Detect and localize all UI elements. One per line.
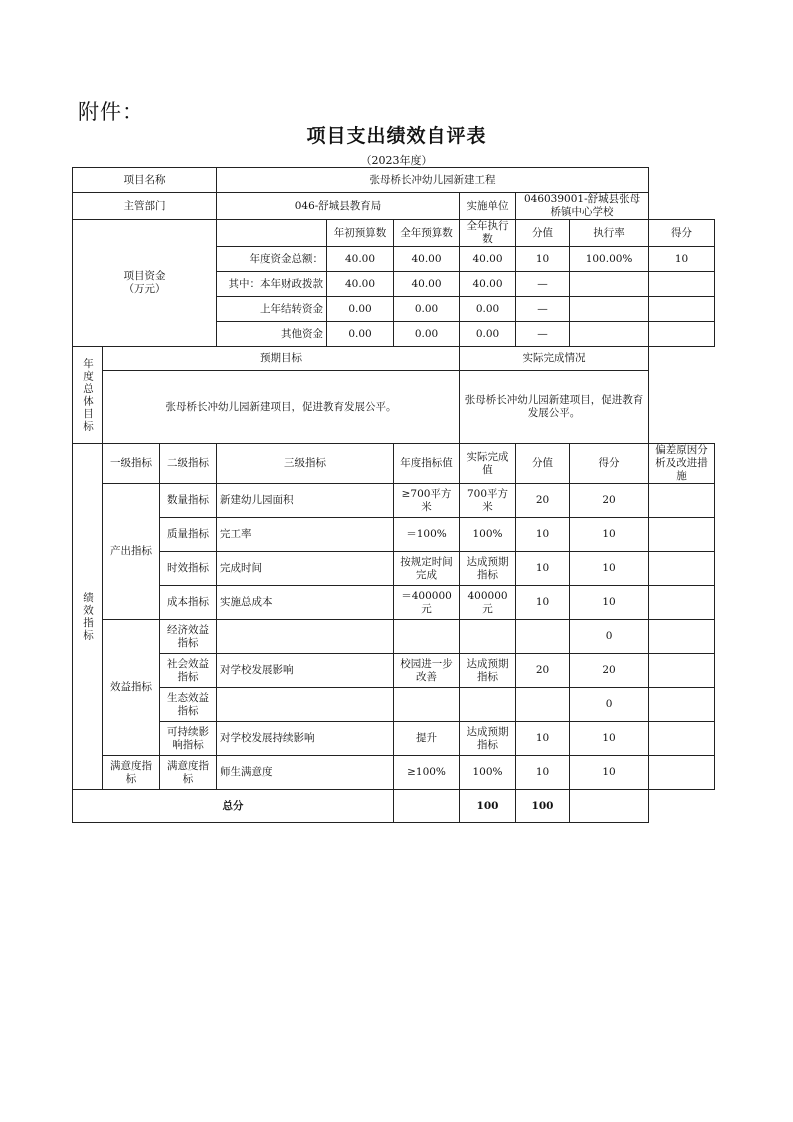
indicator-actual: 达成预期指标: [460, 552, 516, 586]
indicator-note: [649, 756, 715, 790]
funds-cell: 0.00: [327, 322, 394, 347]
goals-header-row: [73, 347, 715, 371]
indicator-level3: [217, 688, 394, 722]
goals-actual-header: 实际完成情况: [460, 347, 649, 371]
indicator-note: [649, 484, 715, 518]
indicator-row: [73, 722, 715, 756]
indicator-value: 10: [516, 586, 570, 620]
indicator-score: 10: [570, 722, 649, 756]
indicator-target: ＝400000元: [394, 586, 460, 620]
indicator-actual: [460, 688, 516, 722]
indicator-score: 10: [570, 586, 649, 620]
funds-cell: 0.00: [327, 297, 394, 322]
goals-side-label: 年度总体目标: [73, 347, 103, 444]
project-name-value: 张母桥长冲幼儿园新建工程: [217, 168, 649, 193]
funds-cell: 10: [516, 247, 570, 272]
performance-table: [72, 167, 715, 823]
dept-row: [73, 193, 715, 220]
year-label: （2023年度）: [360, 154, 433, 167]
indicator-score: 20: [570, 484, 649, 518]
funds-header: 全年执行数: [460, 220, 516, 247]
funds-header: 分值: [516, 220, 570, 247]
table-body: [73, 168, 715, 823]
indicator-level1: 产出指标: [103, 484, 160, 620]
funds-cell: [649, 322, 715, 347]
indicator-target: ≥100%: [394, 756, 460, 790]
funds-cell: —: [516, 297, 570, 322]
indicator-note: [649, 620, 715, 654]
indicator-row: [73, 518, 715, 552]
indicator-actual: [460, 620, 516, 654]
indicator-header: 年度指标值: [394, 444, 460, 484]
indicator-score: 10: [570, 552, 649, 586]
indicator-header: 三级指标: [217, 444, 394, 484]
total-blank: [394, 790, 460, 823]
indicator-score: 0: [570, 688, 649, 722]
funds-header: 得分: [649, 220, 715, 247]
dept-label: 主管部门: [73, 193, 217, 220]
indicator-level2: 满意度指标: [160, 756, 217, 790]
funds-header: 年初预算数: [327, 220, 394, 247]
indicator-target: 提升: [394, 722, 460, 756]
indicator-actual: 达成预期指标: [460, 722, 516, 756]
indicator-score: 10: [570, 518, 649, 552]
indicator-level3: [217, 620, 394, 654]
indicator-row: [73, 654, 715, 688]
indicator-level3: 完工率: [217, 518, 394, 552]
indicator-level2: 经济效益指标: [160, 620, 217, 654]
project-name-label: 项目名称: [73, 168, 217, 193]
funds-cell: 0.00: [460, 297, 516, 322]
indicator-note: [649, 518, 715, 552]
indicator-header: 得分: [570, 444, 649, 484]
indicator-target: [394, 688, 460, 722]
indicator-header: 二级指标: [160, 444, 217, 484]
funds-cell: 40.00: [460, 272, 516, 297]
indicator-value: 10: [516, 722, 570, 756]
indicator-value: 10: [516, 552, 570, 586]
indicator-level3: 对学校发展影响: [217, 654, 394, 688]
indicator-score: 10: [570, 756, 649, 790]
indicator-header: 分值: [516, 444, 570, 484]
indicator-level2: 时效指标: [160, 552, 217, 586]
total-score: 100: [516, 790, 570, 823]
funds-cell: 0.00: [394, 322, 460, 347]
project-name-row: [73, 168, 715, 193]
funds-cell: 40.00: [394, 247, 460, 272]
indicator-header-row: [73, 444, 715, 484]
page-title: 项目支出绩效自评表: [306, 125, 487, 147]
indicator-row: [73, 620, 715, 654]
funds-cell: 40.00: [460, 247, 516, 272]
funds-cell: —: [516, 272, 570, 297]
indicator-value: 20: [516, 654, 570, 688]
goals-expected: 张母桥长冲幼儿园新建项目，促进教育发展公平。: [103, 371, 460, 444]
funds-cell: 0.00: [394, 297, 460, 322]
funds-cell: 40.00: [327, 272, 394, 297]
indicator-note: [649, 552, 715, 586]
indicator-level1: 满意度指标: [103, 756, 160, 790]
funds-cell: [570, 322, 649, 347]
indicator-score: 0: [570, 620, 649, 654]
funds-row-label: 上年结转资金: [217, 297, 327, 322]
funds-row-label: 其中：本年财政拨款: [217, 272, 327, 297]
indicator-target: 校园进一步改善: [394, 654, 460, 688]
indicator-level3: 实施总成本: [217, 586, 394, 620]
indicator-value: [516, 620, 570, 654]
funds-row-label: 其他资金: [217, 322, 327, 347]
funds-header: 执行率: [570, 220, 649, 247]
indicator-value: 10: [516, 756, 570, 790]
indicator-actual: 达成预期指标: [460, 654, 516, 688]
funds-cell: 40.00: [327, 247, 394, 272]
indicator-row: [73, 756, 715, 790]
funds-label: 项目资金 （万元）: [73, 220, 217, 347]
indicator-side-label: 绩效指标: [73, 444, 103, 790]
indicator-target: 按规定时间完成: [394, 552, 460, 586]
indicator-level2: 生态效益指标: [160, 688, 217, 722]
indicator-header: 偏差原因分析及改进措施: [649, 444, 715, 484]
impl-label: 实施单位: [460, 193, 516, 220]
funds-header: 全年预算数: [394, 220, 460, 247]
indicator-target: [394, 620, 460, 654]
indicator-note: [649, 654, 715, 688]
indicator-note: [649, 722, 715, 756]
indicator-header: 实际完成值: [460, 444, 516, 484]
attachment-label: 附件：: [78, 100, 144, 124]
indicator-header: 一级指标: [103, 444, 160, 484]
total-note: [570, 790, 649, 823]
funds-cell: —: [516, 322, 570, 347]
indicator-actual: 700平方米: [460, 484, 516, 518]
indicator-row: [73, 586, 715, 620]
goals-actual: 张母桥长冲幼儿园新建项目，促进教育发展公平。: [460, 371, 649, 444]
indicator-note: [649, 586, 715, 620]
funds-cell: 10: [649, 247, 715, 272]
total-label: 总分: [73, 790, 394, 823]
indicator-actual: 400000元: [460, 586, 516, 620]
indicator-level2: 可持续影响指标: [160, 722, 217, 756]
indicator-value: 10: [516, 518, 570, 552]
indicator-level1: 效益指标: [103, 620, 160, 756]
funds-cell: 0.00: [460, 322, 516, 347]
goals-row: [73, 371, 715, 444]
funds-row-label: 年度资金总额：: [217, 247, 327, 272]
indicator-level2: 质量指标: [160, 518, 217, 552]
indicator-level2: 成本指标: [160, 586, 217, 620]
impl-value: 046039001-舒城县张母桥镇中心学校: [516, 193, 649, 220]
funds-cell: [570, 272, 649, 297]
indicator-level3: 新建幼儿园面积: [217, 484, 394, 518]
funds-cell: [649, 272, 715, 297]
indicator-actual: 100%: [460, 518, 516, 552]
indicator-target: ＝100%: [394, 518, 460, 552]
goals-expected-header: 预期目标: [103, 347, 460, 371]
indicator-value: 20: [516, 484, 570, 518]
indicator-level3: 完成时间: [217, 552, 394, 586]
indicator-level3: 师生满意度: [217, 756, 394, 790]
funds-cell: 40.00: [394, 272, 460, 297]
indicator-target: ≥700平方米: [394, 484, 460, 518]
indicator-row: [73, 688, 715, 722]
indicator-row: [73, 484, 715, 518]
indicator-level3: 对学校发展持续影响: [217, 722, 394, 756]
funds-cell: 100.00%: [570, 247, 649, 272]
indicator-level2: 数量指标: [160, 484, 217, 518]
indicator-actual: 100%: [460, 756, 516, 790]
indicator-score: 20: [570, 654, 649, 688]
indicator-value: [516, 688, 570, 722]
total-row: [73, 790, 715, 823]
funds-cell: [649, 297, 715, 322]
total-value: 100: [460, 790, 516, 823]
funds-cell: [570, 297, 649, 322]
funds-header-blank: [217, 220, 327, 247]
indicator-row: [73, 552, 715, 586]
indicator-level2: 社会效益指标: [160, 654, 217, 688]
funds-header-row: [73, 220, 715, 247]
dept-value: 046-舒城县教育局: [217, 193, 460, 220]
indicator-note: [649, 688, 715, 722]
